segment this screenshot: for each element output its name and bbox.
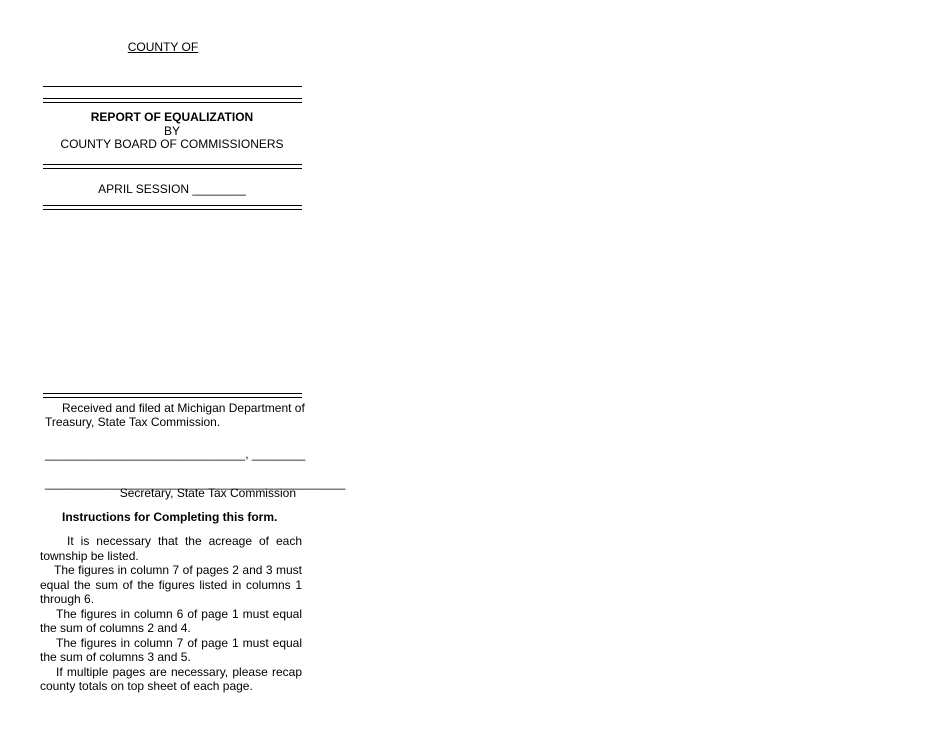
received-line1: Received and filed at Michigan Department of bbox=[62, 401, 305, 415]
title-bottom-rule-2 bbox=[43, 168, 302, 169]
instruction-paragraph: The figures in column 6 of page 1 must equal the sum of columns 2 and 4. bbox=[40, 606, 302, 635]
instruction-paragraph: The figures in column 7 of page 1 must equal the sum of columns 3 and 5. bbox=[40, 635, 302, 664]
instruction-paragraph: It is necessary that the acreage of each township be listed. bbox=[40, 534, 302, 563]
county-of-label: COUNTY OF bbox=[127, 40, 199, 54]
date-signature-line: ______________________________, ________ bbox=[45, 447, 306, 461]
secretary-label: Secretary, State Tax Commission bbox=[119, 486, 296, 500]
received-statement bbox=[45, 401, 307, 429]
report-title-line3: COUNTY BOARD OF COMMISSIONERS bbox=[60, 137, 284, 151]
county-name-rule bbox=[43, 86, 302, 87]
received-line2: Treasury, State Tax Commission. bbox=[45, 415, 221, 429]
filing-top-rule-1 bbox=[43, 393, 302, 394]
session-bottom-rule-2 bbox=[43, 209, 302, 210]
instructions-title: Instructions for Completing this form. bbox=[62, 510, 278, 524]
report-title-line1: REPORT OF EQUALIZATION bbox=[90, 110, 254, 124]
session-bottom-rule-1 bbox=[43, 205, 302, 206]
instruction-paragraph: The figures in column 7 of pages 2 and 3 must equal the sum of the figures listed in columns 1 through 6. bbox=[40, 563, 302, 606]
filing-top-rule-2 bbox=[43, 397, 302, 398]
instruction-paragraph: If multiple pages are necessary, please recap county totals on top sheet of each page. bbox=[40, 664, 302, 693]
report-title-line2: BY bbox=[163, 123, 180, 138]
april-session-label: APRIL SESSION ________ bbox=[98, 182, 246, 196]
instructions-body bbox=[40, 534, 302, 694]
secretary-signature-line: _____________________________________________ bbox=[45, 476, 346, 490]
title-top-rule-1 bbox=[43, 98, 302, 99]
title-bottom-rule-1 bbox=[43, 164, 302, 165]
report-title bbox=[43, 111, 301, 152]
title-top-rule-2 bbox=[43, 102, 302, 103]
